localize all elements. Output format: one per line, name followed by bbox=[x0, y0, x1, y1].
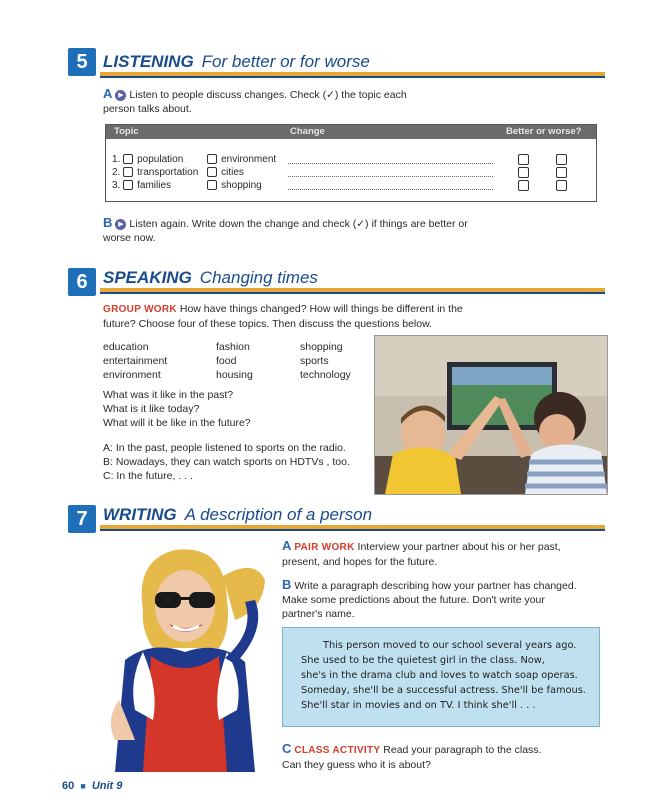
instruction-line: Make some predictions about the future. Don't write your bbox=[282, 594, 545, 606]
section-5-title bbox=[103, 52, 370, 72]
group-work-label: GROUP WORK bbox=[103, 304, 177, 315]
worse-checkbox[interactable] bbox=[556, 167, 567, 178]
question-line: What is it like today? bbox=[103, 403, 200, 415]
instruction-line: How have things changed? How will things be different in the bbox=[179, 303, 463, 315]
unit-label: Unit 9 bbox=[91, 780, 123, 792]
worse-checkbox[interactable] bbox=[556, 180, 567, 191]
topic-label: cities bbox=[221, 167, 244, 178]
topic-item: education bbox=[103, 341, 149, 353]
topic-checkbox[interactable] bbox=[207, 167, 217, 177]
worse-checkbox[interactable] bbox=[556, 154, 567, 165]
change-answer-line[interactable] bbox=[288, 167, 493, 177]
instruction-line: Listen to people discuss changes. Check (✓) the topic each bbox=[129, 89, 407, 101]
note-line: Someday, she'll be a successful actress. She'll be famous. bbox=[301, 685, 586, 696]
header-topic: Topic bbox=[114, 126, 139, 137]
sample-dialog bbox=[103, 441, 373, 483]
topic-label: population bbox=[137, 154, 184, 165]
footer-bullet: ■ bbox=[80, 781, 86, 791]
header-change: Change bbox=[290, 126, 325, 137]
topic-item: technology bbox=[300, 369, 351, 381]
note-line: She'll star in movies and on TV. I think she'll . . . bbox=[301, 700, 536, 711]
section-7-number: 7 bbox=[68, 505, 96, 533]
listening-table bbox=[105, 124, 597, 202]
page-footer bbox=[62, 780, 122, 792]
better-checkbox[interactable] bbox=[518, 180, 529, 191]
section-title: LISTENING bbox=[103, 52, 194, 71]
section-6-title bbox=[103, 268, 318, 288]
instruction-line: Write a paragraph describing how your partner has changed. bbox=[294, 580, 577, 592]
photo-illustration bbox=[375, 336, 607, 494]
note-line: This person moved to our school several years ago. bbox=[323, 640, 577, 651]
writing-c-instructions bbox=[282, 742, 602, 772]
topic-label: families bbox=[137, 180, 172, 191]
speaking-intro bbox=[103, 302, 523, 331]
section-6-number: 6 bbox=[68, 268, 96, 296]
section-subtitle: For better or for worse bbox=[201, 52, 370, 71]
table-row bbox=[112, 179, 262, 192]
better-checkbox[interactable] bbox=[518, 167, 529, 178]
section-7-title bbox=[103, 505, 372, 525]
topic-item: housing bbox=[216, 369, 253, 381]
better-checkbox[interactable] bbox=[518, 154, 529, 165]
pair-work-label: PAIR WORK bbox=[294, 542, 355, 553]
instruction-line: Read your paragraph to the class. bbox=[383, 744, 542, 756]
instruction-line: Can they guess who it is about? bbox=[282, 759, 431, 771]
item-letter: B bbox=[282, 577, 292, 592]
topic-label: environment bbox=[221, 154, 277, 165]
topic-item: shopping bbox=[300, 341, 343, 353]
sample-paragraph-note bbox=[282, 627, 600, 727]
note-line: she's in the drama club and loves to watch soap operas. bbox=[301, 670, 578, 681]
topic-checkbox[interactable] bbox=[207, 154, 217, 164]
topic-checkbox[interactable] bbox=[123, 167, 133, 177]
instruction-line: person talks about. bbox=[103, 103, 192, 115]
row-number: 1. bbox=[112, 154, 121, 165]
writing-b-instructions bbox=[282, 578, 602, 621]
row-number: 2. bbox=[112, 167, 121, 178]
cartoon-illustration bbox=[95, 540, 275, 772]
photo-high-five-watching-tv bbox=[374, 335, 608, 495]
header-better-worse: Better or worse? bbox=[506, 126, 582, 137]
item-letter: B bbox=[103, 215, 113, 230]
instruction-line: Interview your partner about his or her past, bbox=[357, 541, 561, 553]
change-answer-line[interactable] bbox=[288, 154, 493, 164]
topic-label: transportation bbox=[137, 167, 199, 178]
question-line: What will it be like in the future? bbox=[103, 417, 251, 429]
instruction-line: worse now. bbox=[103, 232, 156, 244]
instruction-line: partner's name. bbox=[282, 608, 355, 620]
topic-item: environment bbox=[103, 369, 161, 381]
topic-item: food bbox=[216, 355, 237, 367]
topic-item: sports bbox=[300, 355, 329, 367]
section-5-number: 5 bbox=[68, 48, 96, 76]
writing-a-instructions bbox=[282, 539, 602, 569]
class-activity-label: CLASS ACTIVITY bbox=[294, 745, 381, 756]
instruction-line: Listen again. Write down the change and check (✓) if things are better or bbox=[129, 218, 468, 230]
listening-b-instructions bbox=[103, 216, 523, 245]
page-number: 60 bbox=[62, 780, 75, 792]
dialog-line: A: In the past, people listened to sports on the radio. bbox=[103, 442, 346, 454]
topic-item: entertainment bbox=[103, 355, 168, 367]
change-answer-line[interactable] bbox=[288, 180, 493, 190]
question-line: What was it like in the past? bbox=[103, 389, 234, 401]
section-title: SPEAKING bbox=[103, 268, 192, 287]
table-row bbox=[112, 166, 244, 179]
item-letter: C bbox=[282, 741, 292, 756]
listening-a-instructions bbox=[103, 87, 503, 116]
section-rule bbox=[100, 288, 605, 294]
instruction-line: future? Choose four of these topics. Then discuss the questions below. bbox=[103, 318, 433, 330]
section-subtitle: Changing times bbox=[199, 268, 318, 287]
section-subtitle: A description of a person bbox=[184, 505, 373, 524]
audio-icon[interactable]: ▶ bbox=[115, 90, 126, 101]
cartoon-woman-illustration bbox=[95, 540, 275, 772]
topic-label: shopping bbox=[221, 180, 262, 191]
row-number: 3. bbox=[112, 180, 121, 191]
item-letter: A bbox=[103, 86, 113, 101]
dialog-line: C: In the future, . . . bbox=[103, 470, 193, 482]
section-rule bbox=[100, 72, 605, 78]
topic-checkbox[interactable] bbox=[123, 180, 133, 190]
instruction-line: present, and hopes for the future. bbox=[282, 556, 438, 568]
table-row bbox=[112, 153, 276, 166]
section-rule bbox=[100, 525, 605, 531]
item-letter: A bbox=[282, 538, 292, 553]
section-title: WRITING bbox=[103, 505, 177, 524]
table-header bbox=[106, 125, 596, 139]
topic-checkbox[interactable] bbox=[207, 180, 217, 190]
topic-checkbox[interactable] bbox=[123, 154, 133, 164]
audio-icon[interactable]: ▶ bbox=[115, 219, 126, 230]
note-line: She used to be the quietest girl in the class. Now, bbox=[301, 655, 545, 666]
topic-item: fashion bbox=[216, 341, 250, 353]
discussion-questions bbox=[103, 388, 363, 430]
dialog-line: B: Nowadays, they can watch sports on HDTVs , too. bbox=[103, 456, 350, 468]
